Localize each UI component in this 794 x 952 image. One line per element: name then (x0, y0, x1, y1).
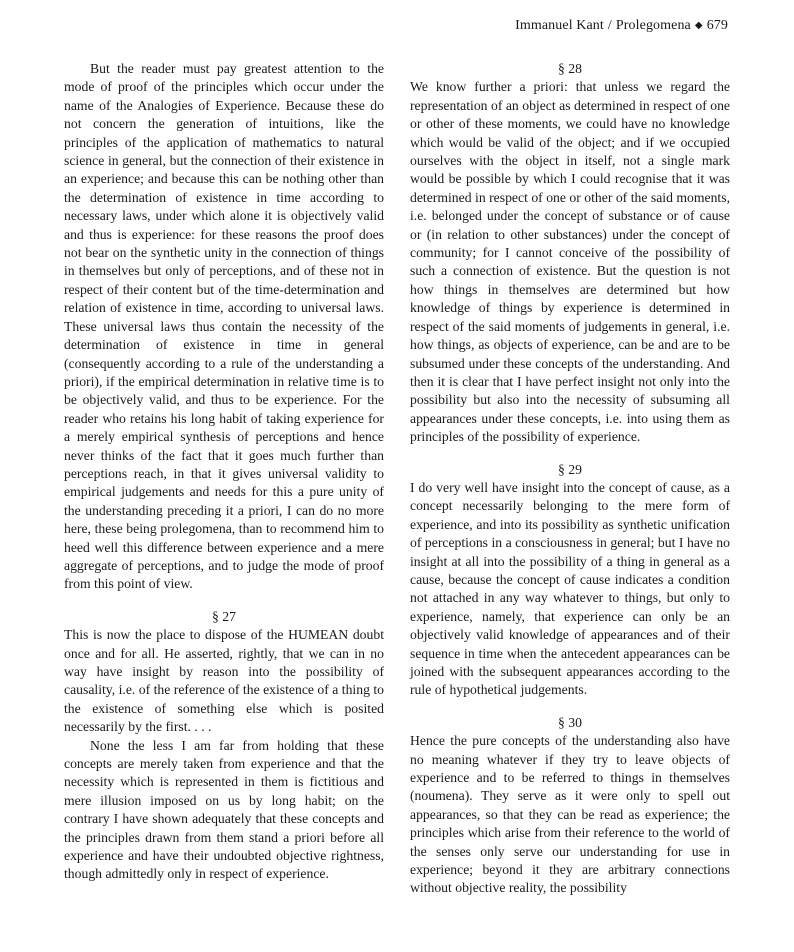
header-author: Immanuel Kant (515, 18, 604, 33)
paragraph-section-28: We know further a priori: that unless we regard the representation of an object as determined in respect of one or other of these moments, we could have no knowledge which would be valid of the object; and if we occupied ourselves with the object in itself, not a single mark would be possible by which I could recognise that it was determined in respect of one or other of the said moments, i.e. belonged under the concept of substance or of cause or (in relation to other substances) under the concept of community; for I cannot conceive of the possibility of such a connection of existence. But the question is not how things in themselves are determined but how knowledge of things by experience is determined in respect of the said moments of judgements in general, i.e. how things, as objects of experience, can be and are to be subsumed under these concepts of the understanding. And then it is clear that I have perfect insight not only into the possibility but also into the necessity of subsuming all appearances under these concepts, i.e. into using them as principles of the possibility of experience. (410, 79, 730, 445)
left-column (64, 60, 384, 884)
section-heading-27: § 27 (212, 608, 236, 624)
header-work-title: Prolegomena (615, 18, 691, 33)
right-column (410, 60, 730, 898)
section-heading-29: § 29 (558, 461, 582, 477)
page-number: 679 (706, 18, 728, 33)
paragraph-analogies: But the reader must pay greatest attention to the mode of proof of the principles which occur under the name of the Analogies of Experience. Because these do not concern the generation of intuitions, like the principles of the application of mathematics to natural science in general, but the connection of their existence in an experience; and because this can be nothing other than the determination of existence in time according to necessary laws, under which alone it is objectively valid and thus is experience: for these reasons the proof does not bear on the synthetic unity in the connection of things in themselves but only of perceptions, and of these not in respect of their content but of the time-determination and relation of existence in time, according to universal laws. These universal laws thus contain the necessity of the determination of existence in time in general (consequently according to a rule of the understanding a priori), if the empirical determination in relative time is to be objectively valid, and thus to be experience. For the reader who retains his long habit of taking experience for a merely empirical synthesis of perceptions and hence never thinks of the fact that it goes much further than perceptions reach, in that it gives universal validity to empirical judgements and needs for this a pure unity of the understanding preceding it a priori, I can do no more here, these being prolegomena, than to recommend him to heed well this difference between experience and a mere aggregate of perceptions, and to judge the mode of proof from this point of view. (64, 61, 384, 592)
paragraph-section-29: I do very well have insight into the concept of cause, as a concept necessarily belonging to the mere form of experience, and into its possibility as synthetic unification of perceptions in a consciousness in general; but I have no insight at all into the possibility of a thing in general as a cause, because the concept of cause indicates a condition not attached in any way whatever to things, but only to experience, namely, that experience can only be an objectively valid knowledge of appearances and of their sequence in time when the antecedent appearances can be joined with the subsequent appearances according to the rule of hypothetical judgements. (410, 479, 730, 698)
paragraph-none-the-less: None the less I am far from holding that these concepts are merely taken from experience and that the necessity which is represented in them is fictitious and mere illusion imposed on us by long habit; on the contrary I have shown adequately that these concepts and the principles drawn from them stand a priori before all experience and have their undoubted objective rightness, though admittedly only in respect of experience. (64, 737, 384, 882)
header-separator: / (607, 18, 612, 33)
running-head (515, 18, 728, 34)
paragraph-section-30: Hence the pure concepts of the understanding also have no meaning whatever if they try to leave objects of experience and to be referred to things in themselves (noumena). They serve as it were only to spell out appearances, so that they can be read as experience; the principles which arise from their reference to the world of the senses only serve our understanding for use in experience; beyond it they are arbitrary connections without objective reality, the possibility (410, 733, 730, 896)
section-heading-30: § 30 (558, 714, 582, 730)
diamond-icon: ◆ (694, 20, 703, 31)
paragraph-humean-doubt: This is now the place to dispose of the HUMEAN doubt once and for all. He asserted, rightly, that we can in no way have insight by reason into the possibility of causality, i.e. of the reference of the existence of a thing to the existence of something else which is posited necessarily by the first. . . . (64, 627, 384, 735)
section-heading-28: § 28 (558, 61, 582, 76)
